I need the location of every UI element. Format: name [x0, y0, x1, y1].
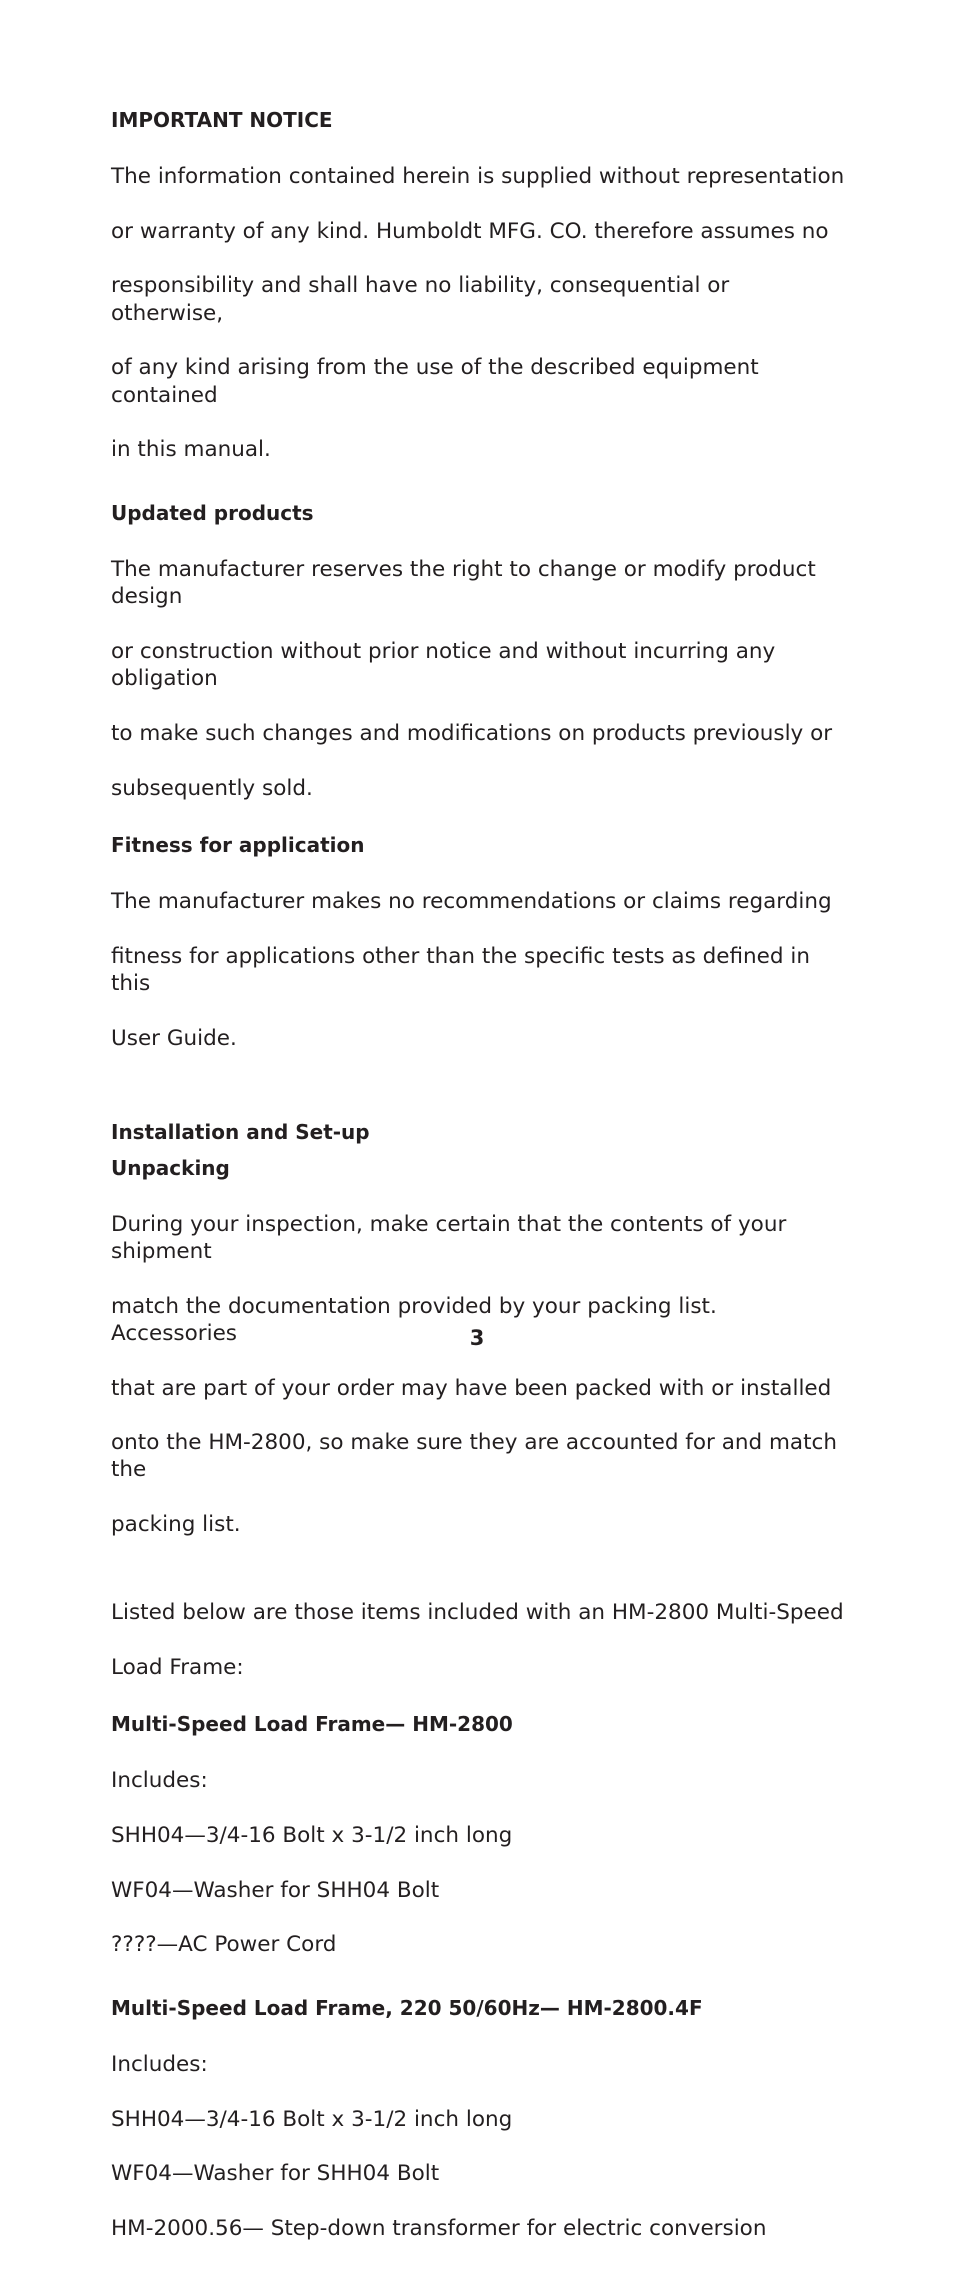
list-item: ????—AC Power Cord	[111, 1932, 337, 1958]
spacer	[111, 1080, 846, 1116]
text-line: responsibility and shall have no liability, consequential or otherwise,	[111, 273, 730, 326]
text-line: or construction without prior notice and without incurring any obligation	[111, 639, 776, 692]
updated-products-text	[111, 529, 846, 829]
list-item: WF04—Washer for SHH04 Bolt	[111, 2161, 440, 2187]
list-item: HM-2000.56— Step-down transformer for electric conversion	[111, 2215, 767, 2241]
text-line: subsequently sold.	[111, 775, 313, 801]
unpacking-heading: Unpacking	[111, 1155, 230, 1180]
frame-hm2800-list	[111, 1740, 846, 1986]
page-number: 3	[469, 1326, 485, 1350]
frame-hm2800-heading: Multi-Speed Load Frame— HM-2800	[111, 1712, 513, 1737]
text-line: Listed below are those items included with an HM-2800 Multi-Speed	[111, 1599, 844, 1625]
frame-hm2800-4f-heading: Multi-Speed Load Frame, 220 50/60Hz— HM-2800.4F	[111, 1995, 703, 2020]
updated-products-heading: Updated products	[111, 500, 314, 525]
text-line: onto the HM-2800, so make sure they are accounted for and match the	[111, 1430, 837, 1483]
text-line: During your inspection, make certain that the contents of your shipment	[111, 1211, 787, 1265]
list-item: WF04—Washer for SHH04 Bolt	[111, 1877, 440, 1903]
text-line: The manufacturer makes no recommendations or claims regarding	[111, 889, 832, 915]
document-page	[111, 104, 846, 2269]
unpacking-section	[111, 1152, 846, 1709]
text-line: User Guide.	[111, 1025, 237, 1051]
text-line: in this manual.	[111, 437, 271, 463]
fitness-section	[111, 829, 846, 1079]
text-line: of any kind arising from the use of the described equipment contained	[111, 355, 759, 408]
text-line: Load Frame:	[111, 1654, 244, 1680]
text-line: packing list.	[111, 1512, 241, 1538]
list-item: Includes:	[111, 1768, 208, 1794]
important-notice-heading: IMPORTANT NOTICE	[111, 108, 333, 132]
important-notice-section	[111, 104, 846, 491]
installation-heading: Installation and Set-up	[111, 1119, 370, 1144]
text-line: The manufacturer reserves the right to change or modify product design	[111, 557, 816, 610]
text-line: fitness for applications other than the specific tests as defined in this	[111, 944, 810, 997]
list-item: SHH04—3/4-16 Bolt x 3-1/2 inch long	[111, 2106, 513, 2132]
text-line: The information contained herein is supplied without representation	[111, 164, 845, 190]
fitness-heading: Fitness for application	[111, 833, 365, 858]
listed-below-text	[111, 1572, 846, 1708]
text-line: match the documentation provided by your packing list. Accessories	[111, 1293, 717, 1346]
frame-hm2800-4f-section	[111, 1992, 846, 2269]
important-notice-text	[111, 136, 846, 491]
list-item: SHH04—3/4-16 Bolt x 3-1/2 inch long	[111, 1823, 513, 1849]
updated-products-section	[111, 497, 846, 829]
unpacking-text	[111, 1184, 846, 1566]
text-line: to make such changes and modifications on products previously or	[111, 720, 833, 746]
frame-hm2800-4f-list	[111, 2024, 846, 2269]
frame-hm2800-section	[111, 1708, 846, 1986]
text-line: that are part of your order may have been packed with or installed	[111, 1375, 832, 1401]
fitness-text	[111, 861, 846, 1079]
text-line: or warranty of any kind. Humboldt MFG. CO. therefore assumes no	[111, 218, 829, 244]
list-item: Includes:	[111, 2052, 208, 2078]
